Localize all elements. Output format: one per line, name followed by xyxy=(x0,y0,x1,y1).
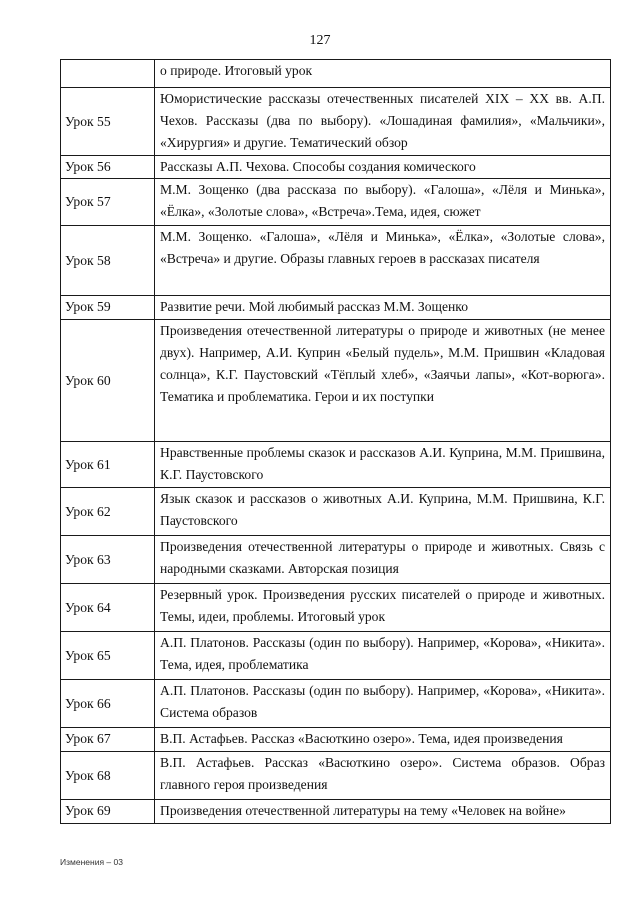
table-row xyxy=(61,296,611,320)
table-row xyxy=(61,632,611,680)
lesson-topic: Развитие речи. Мой любимый рассказ М.М. Зощенко xyxy=(155,296,611,320)
lesson-topic: Юмористические рассказы отечественных писателей XIX – XX вв. А.П. Чехов. Рассказы (два по выбору). «Лошадиная фамилия», «Мальчики», «Хирургия» и другие. Тематический обзор xyxy=(155,88,611,156)
lesson-topic: Резервный урок. Произведения русских писателей о природе и животных. Темы, идеи, проблемы. Итоговый урок xyxy=(155,584,611,632)
lesson-topic: о природе. Итоговый урок xyxy=(155,60,611,88)
table-row xyxy=(61,584,611,632)
lesson-topic: Язык сказок и рассказов о животных А.И. Куприна, М.М. Пришвина, К.Г. Паустовского xyxy=(155,488,611,536)
table-row xyxy=(61,226,611,296)
table-row xyxy=(61,156,611,179)
table-row xyxy=(61,442,611,488)
lesson-number: Урок 57 xyxy=(61,179,155,226)
table-row xyxy=(61,800,611,824)
lesson-number: Урок 56 xyxy=(61,156,155,179)
lesson-topic: М.М. Зощенко. «Галоша», «Лёля и Минька», «Ёлка», «Золотые слова», «Встреча» и другие. Образы главных героев в рассказах писателя xyxy=(155,226,611,296)
lesson-number: Урок 64 xyxy=(61,584,155,632)
lesson-number: Урок 61 xyxy=(61,442,155,488)
lesson-number: Урок 65 xyxy=(61,632,155,680)
page-number: 127 xyxy=(309,33,331,48)
lesson-topic: Произведения отечественной литературы на тему «Человек на войне» xyxy=(155,800,611,824)
lesson-topic: А.П. Платонов. Рассказы (один по выбору). Например, «Корова», «Никита». Тема, идея, проблематика xyxy=(155,632,611,680)
lesson-number: Урок 59 xyxy=(61,296,155,320)
table-row xyxy=(61,88,611,156)
lesson-topic: М.М. Зощенко (два рассказа по выбору). «Галоша», «Лёля и Минька», «Ёлка», «Золотые слова», «Встреча».Тема, идея, сюжет xyxy=(155,179,611,226)
lessons-table xyxy=(60,59,611,824)
table-row xyxy=(61,752,611,800)
lesson-number: Урок 68 xyxy=(61,752,155,800)
table-row xyxy=(61,488,611,536)
lesson-topic: Нравственные проблемы сказок и рассказов А.И. Куприна, М.М. Пришвина, К.Г. Паустовского xyxy=(155,442,611,488)
lesson-number: Урок 55 xyxy=(61,88,155,156)
lesson-number: Урок 60 xyxy=(61,320,155,442)
footer-revision-note: Изменения – 03 xyxy=(60,857,123,867)
table-row xyxy=(61,680,611,728)
table-row xyxy=(61,60,611,88)
lesson-topic: В.П. Астафьев. Рассказ «Васюткино озеро». Система образов. Образ главного героя произведения xyxy=(155,752,611,800)
lesson-number: Урок 62 xyxy=(61,488,155,536)
lesson-number: Урок 63 xyxy=(61,536,155,584)
lesson-topic: Произведения отечественной литературы о природе и животных. Связь с народными сказками. Авторская позиция xyxy=(155,536,611,584)
table-row xyxy=(61,179,611,226)
table-row xyxy=(61,536,611,584)
table-row xyxy=(61,728,611,752)
table-row xyxy=(61,320,611,442)
lesson-number: Урок 69 xyxy=(61,800,155,824)
lesson-topic: Произведения отечественной литературы о природе и животных (не менее двух). Например, А.И. Куприн «Белый пудель», М.М. Пришвин «Кладовая солнца», К.Г. Паустовский «Тёплый хлеб», «Заячьи лапы», «Кот-ворюга». Тематика и проблематика. Герои и их поступки xyxy=(155,320,611,442)
lesson-topic: А.П. Платонов. Рассказы (один по выбору). Например, «Корова», «Никита». Система образов xyxy=(155,680,611,728)
lesson-number: Урок 66 xyxy=(61,680,155,728)
lesson-number xyxy=(61,60,155,88)
lesson-number: Урок 67 xyxy=(61,728,155,752)
lesson-topic: Рассказы А.П. Чехова. Способы создания комического xyxy=(155,156,611,179)
lesson-topic: В.П. Астафьев. Рассказ «Васюткино озеро». Тема, идея произведения xyxy=(155,728,611,752)
lesson-number: Урок 58 xyxy=(61,226,155,296)
